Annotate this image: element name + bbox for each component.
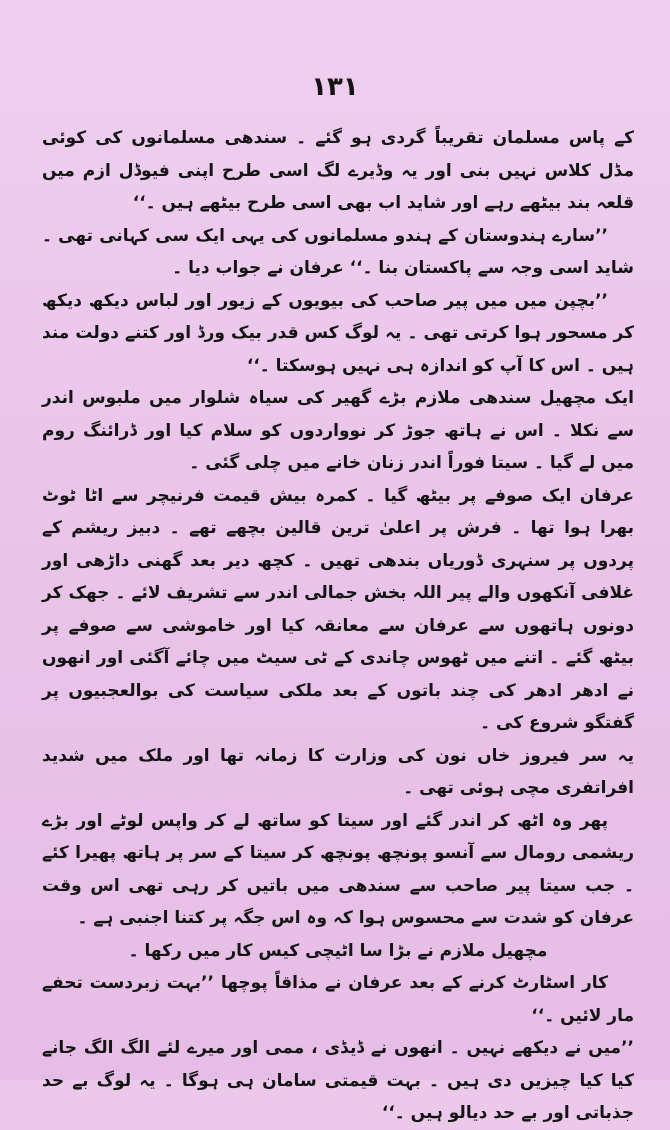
paragraph: کے پاس مسلمان تقریباً گردی ہو گئے ۔ سندھی مسلمانوں کی کوئی مڈل کلاس نہیں بنی اور یہ وڈیرے لگ اسی طرح اپنی فیوڈل ازم میں قلعہ بند بیٹھے رہے اور شاید اب بھی اسی طرح بیٹھے ہیں ۔‘‘: [42, 128, 634, 213]
paragraph: پھر وہ اٹھ کر اندر گئے اور سیتا کو ساتھ لے کر واپس لوٹے اور بڑے ریشمی رومال سے آنسو پونچھ پونچھ کر سیتا کے سر پر ہاتھ پھیرا کئے ۔ جب سیتا پیر صاحب سے سندھی میں باتیں کر رہی تھی اس وقت عرفان کو شدت سے محسوس ہوا کہ وہ اس جگہ پر کتنا اجنبی ہے ۔: [42, 810, 634, 928]
paragraph: عرفان ایک صوفے پر بیٹھ گیا ۔ کمرہ بیش قیمت فرنیچر سے اٹا ٹوٹ بھرا ہوا تھا ۔ فرش پر اعلیٰ ترین قالین بچھے تھے ۔ دبیز ریشم کے پردوں پر سنہری ڈوریاں بندھی تھیں ۔ کچھ دیر بعد گھنی داڑھی اور غلافی آنکھوں والے پیر اللہ بخش جمالی اندر سے تشریف لائے ۔ جھک کر دونوں ہاتھوں سے عرفان سے معانقہ کیا اور خاموشی سے صوفے پر بیٹھ گئے ۔ اتنے میں ٹھوس چاندی کے ٹی سیٹ میں چائے آگئی اور انھوں نے ادھر ادھر کی چند باتوں کے بعد ملکی سیاست کی بوالعجبیوں پر گفتگو شروع کی ۔: [42, 485, 634, 733]
paragraph: یہ سر فیروز خاں نون کی وزارت کا زمانہ تھا اور ملک میں شدید افراتفری مچی ہوئی تھی ۔: [42, 745, 634, 798]
paragraph: ’’میں نے دیکھے نہیں ۔ انھوں نے ڈیڈی ، ممی اور میرے لئے الگ الگ جانے کیا کیا چیزیں دی ہیں ۔ بہت قیمتی سامان ہی ہوگا ۔ یہ لوگ بے حد جذباتی اور بے حد دیالو ہیں ۔‘‘: [42, 1038, 634, 1123]
paragraph: ایک مچھیل سندھی ملازم بڑے گھیر کی سیاہ شلوار میں ملبوس اندر سے نکلا ۔ اس نے ہاتھ جوڑ کر نوواردوں کو سلام کیا اور ڈرائنگ روم میں لے گیا ۔ سیتا فوراً اندر زنان خانے میں چلی گئی ۔: [42, 388, 634, 473]
paragraph: مچھیل ملازم نے بڑا سا اٹیچی کیس کار میں رکھا ۔: [128, 940, 548, 961]
paragraph: ’’سارے ہندوستان کے ہندو مسلمانوں کی یہی ایک سی کہانی تھی ۔ شاید اسی وجہ سے پاکستان بنا ۔‘‘ عرفان نے جواب دیا ۔: [42, 225, 634, 278]
page-number: ۱۳۱: [311, 72, 359, 102]
paragraph: ’’بچپن میں میں پیر صاحب کی بیویوں کے زیور اور لباس دیکھ دیکھ کر مسحور ہوا کرتی تھی ۔ یہ لوگ کس قدر بیک ورڈ اور کتنے دولت مند ہیں ۔ اس کا آپ کو اندازہ ہی نہیں ہوسکتا ۔‘‘: [42, 290, 634, 376]
page-body: [42, 122, 634, 1130]
paragraph: کار اسٹارٹ کرنے کے بعد عرفان نے مذاقاً پوچھا ’’بہت زبردست تحفے مار لائیں ۔‘‘: [42, 973, 634, 1026]
